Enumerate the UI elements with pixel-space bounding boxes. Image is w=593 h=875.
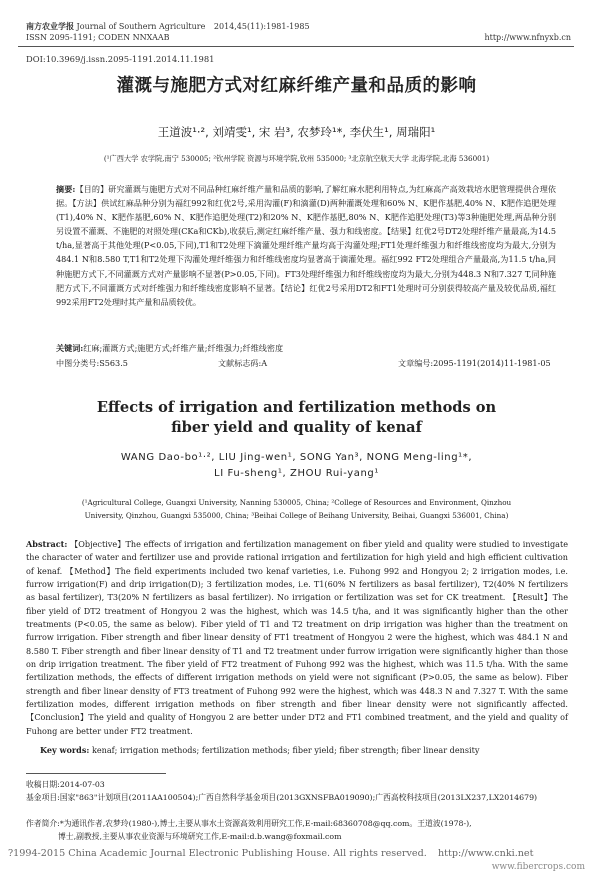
keywords-label-en: Key words: <box>40 745 90 755</box>
doc-code-value: A <box>261 358 268 368</box>
journal-header-left <box>26 21 310 32</box>
affiliation-en-line1: (¹Agricultural College, Guangxi University, Nanning 530005, China; ²College of Resources and Environment, Qinzhou <box>81 498 512 507</box>
abstract-text-cn: 【目的】研究灌溉与施肥方式对不同品种红麻纤维产量和品质的影响,了解红麻水肥利用特点,为红麻高产高效栽培水肥管理提供合理依据。【方法】供试红麻品种分别为福红992和红优2号,采用沟灌(F)和滴灌(D)两种灌溉处理和60% N、K肥作基肥,40% N、K肥作追肥处理(T1),40% N、K肥作基肥,60% N、K肥作追肥处理(T2)和20% N、K肥作基肥,80% N、K肥作追肥处理(T3)等3种施肥处理,两品种分别另设置不灌溉、不施肥的对照处理(CKa和CKb),收获后,测定红麻纤维产量、强力和线密度。【结果】红优2号DT2处理纤维产量最高,为14.5 t/ha,显著高于其他处理(P<0.05,下同),T1和T2处理下滴灌处理纤维产量均高于沟灌处理;FT1处理纤维强力和纤维线密度均为最大,分别为484.1 N和8.580 T,T1和T2处理下沟灌处理纤维强力和纤维线密度均显著高于滴灌处理。福红992 FT2处理组合产量最高,为11.5 t/ha,同种施肥方式下,不同灌溉方式对产量影响不显著(P>0.05,下同)。FT3处理纤维强力和纤维线密度均为最大,分别为448.3 N和7.327 T,同种施肥方式下,不同灌溉方式对纤维强力和纤维线密度影响不显著。【结论】红优2号采用DT2和FT1处理时可分别获得较高产量及较优品质,福红992采用FT2处理时其产量和品质较优。 <box>56 184 556 307</box>
authors-en-line2: LI Fu-sheng¹, ZHOU Rui-yang¹ <box>214 468 379 479</box>
journal-volume: 2014,45(11):1981-1985 <box>213 22 310 31</box>
fund-info: 基金项目:国家"863"计划项目(2011AA100504);广西自然科学基金项目(2013GXNSFBA019090);广西高校科技项目(2013LX237,LX2014679) <box>26 793 538 802</box>
keywords-label-cn: 关键词: <box>56 343 84 353</box>
keywords-text-en: kenaf; irrigation methods; fertilization methods; fiber yield; fiber strength; fiber linear density <box>91 745 480 755</box>
clc-number <box>56 358 128 369</box>
authors-en <box>0 450 593 482</box>
authors-en-line1: WANG Dao-bo¹·², LIU Jing-wen¹, SONG Yan³, NONG Meng-ling¹*, <box>120 452 473 463</box>
paper-title-cn: 灌溉与施肥方式对红麻纤维产量和品质的影响 <box>116 76 477 96</box>
affiliations-en <box>40 496 553 522</box>
keywords-text-cn: 红麻;灌溉方式;施肥方式;纤维产量;纤维强力;纤维线密度 <box>83 343 284 353</box>
article-number <box>398 358 551 369</box>
affiliation-en-line2: University, Qinzhou, Guangxi 535000, China; ³Beihai College of Beihang University, Beihai, Guangxi 536001, China) <box>84 511 509 520</box>
abstract-cn <box>56 182 556 309</box>
abstract-text-en: 【Objective】The effects of irrigation and fertilization management on fiber yield and quality were studied to investigate the character of water and fertilizer use and provide rational irrigation and fertilization for high yield and high efficient cultivation of kenaf. 【Method】The field experiments included two kenaf varieties, i.e. Fuhong 992 and Hongyou 2; 2 irrigation modes, i.e. furrow irrigation(F) and drip irrigation(D); 3 fertilization modes, i.e. T1(60% N fertilizers as basal fertilizer), T2(40% N fertilizers as basal fertilizer), T3(20% N fertilizers as basal fertilizer). No irrigation or fertilization was set for CK treatment. 【Result】The fiber yield of DT2 treatment of Hongyou 2 was the highest, which was 14.5 t/ha, and it was significantly higher than the other treatments (P<0.05, the same as below). Fiber yield of T1 and T2 treatment on drip irrigation was higher than the treatment on furrow irrigation. Fiber strength and fiber linear density of FT1 treatment of Hongyou 2 were the highest, which was 484.1 N and 8.580 T. Fiber strength and fiber linear density of T1 and T2 treatment under furrow irrigation were significantly higher than those on drip irrigation treatment. The fiber yield of FT2 treatment of Fuhong 992 was the highest, which was 11.5 t/ha. With the same fertilization methods, the effects of different irrigation methods on yield were not significant (P>0.05, the same as below). Fiber strength and fiber linear density of FT3 treatment of Fuhong 992 were the highest, which was 448.3 N and 7.327 T. With the same fertilization modes, different irrigation methods on fiber strength and fiber linear density were not significantly affected. 【Conclusion】The yield and quality of Hongyou 2 are better under DT2 and FT1 combined treatment, and the yield and quality of Fuhong are better under FT2 treatment. <box>26 539 568 736</box>
paper-title-en-line2: fiber yield and quality of kenaf <box>171 419 422 436</box>
journal-issn: ISSN 2095-1191; CODEN NNXAAB <box>26 33 170 42</box>
clc-label: 中图分类号: <box>56 358 100 368</box>
watermark: www.fibercrops.com <box>491 862 585 872</box>
keywords-en <box>40 745 479 755</box>
cnki-link[interactable]: http://www.cnki.net <box>438 848 534 859</box>
abstract-en <box>26 538 568 738</box>
copyright-footer: ?1994-2015 China Academic Journal Electronic Publishing House. All rights reserved. <box>8 848 427 859</box>
abstract-label-en: Abstract: <box>26 539 68 549</box>
author-bio-line1: 作者简介:*为通讯作者,农梦玲(1980-),博士,主要从事水土资源高效利用研究工作,E-mail:68360708@qq.com。王道波(1978-), <box>26 819 472 828</box>
footnote-divider <box>26 773 166 774</box>
received-date: 收稿日期:2014-07-03 <box>26 780 105 789</box>
article-no-label: 文章编号: <box>398 358 434 368</box>
abstract-label-cn: 摘要: <box>56 184 76 194</box>
doc-code-label: 文献标志码: <box>218 358 262 368</box>
clc-value: S563.5 <box>99 358 128 368</box>
author-bio-line2: 博士,副教授,主要从事农业资源与环境研究工作,E-mail:d.b.wang@foxmail.com <box>58 832 342 841</box>
keywords-cn <box>56 343 556 354</box>
doi[interactable]: DOI:10.3969/j.issn.2095-1191.2014.11.1981 <box>26 54 215 64</box>
journal-name-en: Journal of Southern Agriculture <box>76 22 206 31</box>
journal-name-cn: 南方农业学报 <box>26 21 74 31</box>
document-code <box>218 358 267 369</box>
affiliations-cn: (¹广西大学 农学院,南宁 530005; ²钦州学院 资源与环境学院,钦州 535000; ³北京航空航天大学 北海学院,北海 536001) <box>103 154 490 163</box>
paper-title-en-line1: Effects of irrigation and fertilization methods on <box>96 399 497 416</box>
authors-cn: 王道波¹·², 刘靖雯¹, 宋 岩³, 农梦玲¹*, 李伏生¹, 周瑞阳¹ <box>157 125 436 139</box>
journal-url[interactable]: http://www.nfnyxb.cn <box>484 33 571 42</box>
header-divider <box>18 46 574 47</box>
paper-title-en <box>0 398 593 438</box>
article-no-value: 2095-1191(2014)11-1981-05 <box>433 358 551 368</box>
